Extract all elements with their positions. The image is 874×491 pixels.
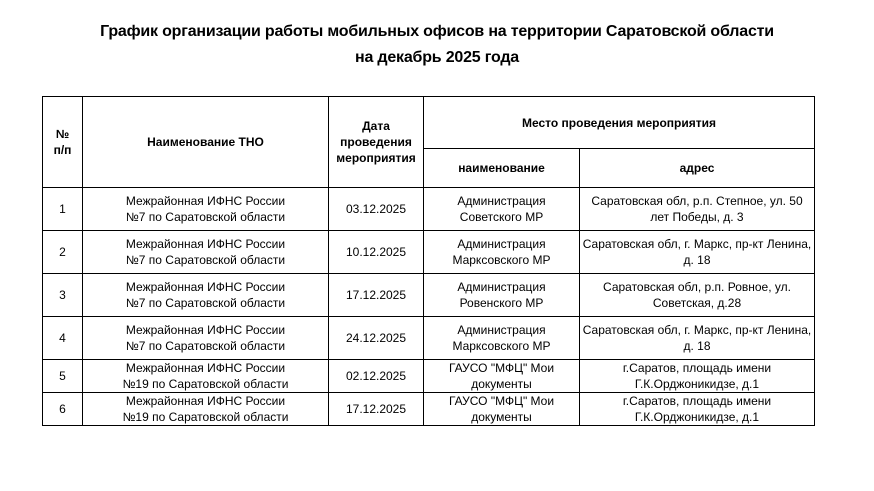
header-place-group bbox=[424, 97, 815, 149]
cell-place-address: Саратовская обл, г. Маркс, пр-кт Ленина, д. 18 bbox=[580, 231, 815, 274]
header-place-name bbox=[424, 149, 580, 188]
cell-date: 17.12.2025 bbox=[329, 393, 424, 426]
cell-place-address: г.Саратов, площадь имени Г.К.Орджоникидзе, д.1 bbox=[580, 393, 815, 426]
cell-tno: Межрайонная ИФНС России №7 по Саратовской области bbox=[83, 188, 329, 231]
cell-date: 24.12.2025 bbox=[329, 317, 424, 360]
header-row bbox=[43, 97, 815, 149]
cell-place-name: Администрация Советского МР bbox=[424, 188, 580, 231]
header-place-address-label: адрес bbox=[679, 161, 715, 175]
cell-place-address: г.Саратов, площадь имени Г.К.Орджоникидзе, д.1 bbox=[580, 360, 815, 393]
cell-date: 03.12.2025 bbox=[329, 188, 424, 231]
cell-place-name: Администрация Марксовского МР bbox=[424, 231, 580, 274]
table-row bbox=[43, 274, 815, 317]
document-subtitle: на декабрь 2025 года bbox=[354, 49, 520, 66]
cell-place-address: Саратовская обл, р.п. Степное, ул. 50 лет Победы, д. 3 bbox=[580, 188, 815, 231]
cell-place-name: Администрация Ровенского МР bbox=[424, 274, 580, 317]
header-tno-label: Наименование ТНО bbox=[147, 135, 264, 149]
header-num bbox=[43, 97, 83, 188]
cell-num: 2 bbox=[43, 231, 83, 274]
cell-place-address: Саратовская обл, р.п. Ровное, ул. Советская, д.28 bbox=[580, 274, 815, 317]
header-num-label: № п/п bbox=[53, 127, 72, 157]
header-date bbox=[329, 97, 424, 188]
cell-num: 5 bbox=[43, 360, 83, 393]
cell-tno: Межрайонная ИФНС России №7 по Саратовской области bbox=[83, 231, 329, 274]
cell-place-address: Саратовская обл, г. Маркс, пр-кт Ленина, д. 18 bbox=[580, 317, 815, 360]
cell-place-name: ГАУСО "МФЦ" Мои документы bbox=[424, 393, 580, 426]
cell-num: 6 bbox=[43, 393, 83, 426]
table-row bbox=[43, 317, 815, 360]
cell-tno: Межрайонная ИФНС России №7 по Саратовской области bbox=[83, 274, 329, 317]
header-place-name-label: наименование bbox=[458, 161, 545, 175]
cell-tno: Межрайонная ИФНС России №19 по Саратовской области bbox=[83, 360, 329, 393]
header-date-label: Дата проведения мероприятия bbox=[336, 119, 416, 165]
cell-date: 17.12.2025 bbox=[329, 274, 424, 317]
cell-tno: Межрайонная ИФНС России №19 по Саратовской области bbox=[83, 393, 329, 426]
header-place-address bbox=[580, 149, 815, 188]
document-title: График организации работы мобильных офисов на территории Саратовской области bbox=[100, 23, 774, 40]
cell-num: 4 bbox=[43, 317, 83, 360]
cell-place-name: Администрация Марксовского МР bbox=[424, 317, 580, 360]
header-tno bbox=[83, 97, 329, 188]
cell-tno: Межрайонная ИФНС России №7 по Саратовской области bbox=[83, 317, 329, 360]
schedule-table bbox=[42, 96, 815, 426]
header-place-group-label: Место проведения мероприятия bbox=[521, 115, 717, 130]
table-row bbox=[43, 188, 815, 231]
cell-num: 3 bbox=[43, 274, 83, 317]
cell-date: 02.12.2025 bbox=[329, 360, 424, 393]
cell-place-name: ГАУСО "МФЦ" Мои документы bbox=[424, 360, 580, 393]
table-row bbox=[43, 360, 815, 393]
cell-num: 1 bbox=[43, 188, 83, 231]
table-row bbox=[43, 393, 815, 426]
table-row bbox=[43, 231, 815, 274]
cell-date: 10.12.2025 bbox=[329, 231, 424, 274]
